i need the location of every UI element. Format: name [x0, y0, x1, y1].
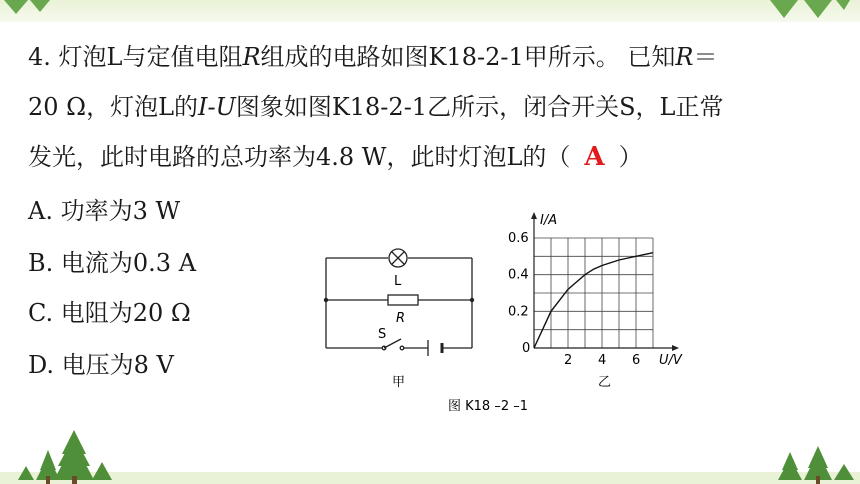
leaf-icon [760, 0, 850, 22]
option-a[interactable]: A. 功率为3 W [28, 197, 181, 225]
lamp-label: L [394, 274, 402, 289]
question-line-3: 发光，此时电路的总功率为4.8 W，此时灯泡L的（ A ） [28, 142, 643, 172]
answer-mark: A [584, 142, 605, 172]
y-tick-label: 0.4 [508, 267, 529, 283]
tree-icon [778, 446, 854, 484]
graph-caption: 乙 [598, 375, 612, 390]
origin-label: 0 [522, 341, 531, 356]
option-d[interactable]: D. 电压为8 V [28, 351, 174, 379]
resistor-symbol [388, 295, 418, 305]
x-axis-label: U/V [659, 353, 682, 368]
top-decoration-band [0, 0, 860, 22]
x-tick-label: 4 [598, 353, 607, 368]
switch-label: S [378, 327, 387, 342]
question-line-1: 4. 灯泡L与定值电阻R组成的电路如图K18-2-1甲所示。 已知R＝ [28, 43, 718, 71]
resistor-label: R [396, 311, 406, 326]
junction-dot [470, 298, 474, 302]
question-line-2: 20 Ω，灯泡L的I-U图象如图K18-2-1乙所示，闭合开关S，L正常 [28, 93, 724, 121]
bottom-decoration [0, 414, 860, 484]
junction-dot [324, 298, 328, 302]
y-axis-arrow [531, 212, 537, 219]
circuit-caption: 甲 [392, 375, 406, 390]
option-b[interactable]: B. 电流为0.3 A [28, 249, 197, 277]
x-axis-arrow [672, 345, 679, 351]
y-axis-label: I/A [540, 213, 558, 228]
iu-graph [508, 212, 683, 368]
y-tick-label: 0.2 [508, 304, 529, 320]
figure-k18-2-1 [318, 206, 714, 416]
battery-symbol [428, 340, 442, 356]
leaf-icon [0, 0, 60, 22]
y-tick-label: 0.6 [508, 231, 529, 246]
lamp-symbol [389, 249, 407, 267]
iu-curve [534, 253, 653, 348]
option-c[interactable]: C. 电阻为20 Ω [28, 299, 191, 327]
x-tick-label: 2 [564, 353, 573, 368]
x-tick-label: 6 [632, 353, 641, 368]
figure-caption: 图 K18 –2 –1 [448, 399, 529, 414]
